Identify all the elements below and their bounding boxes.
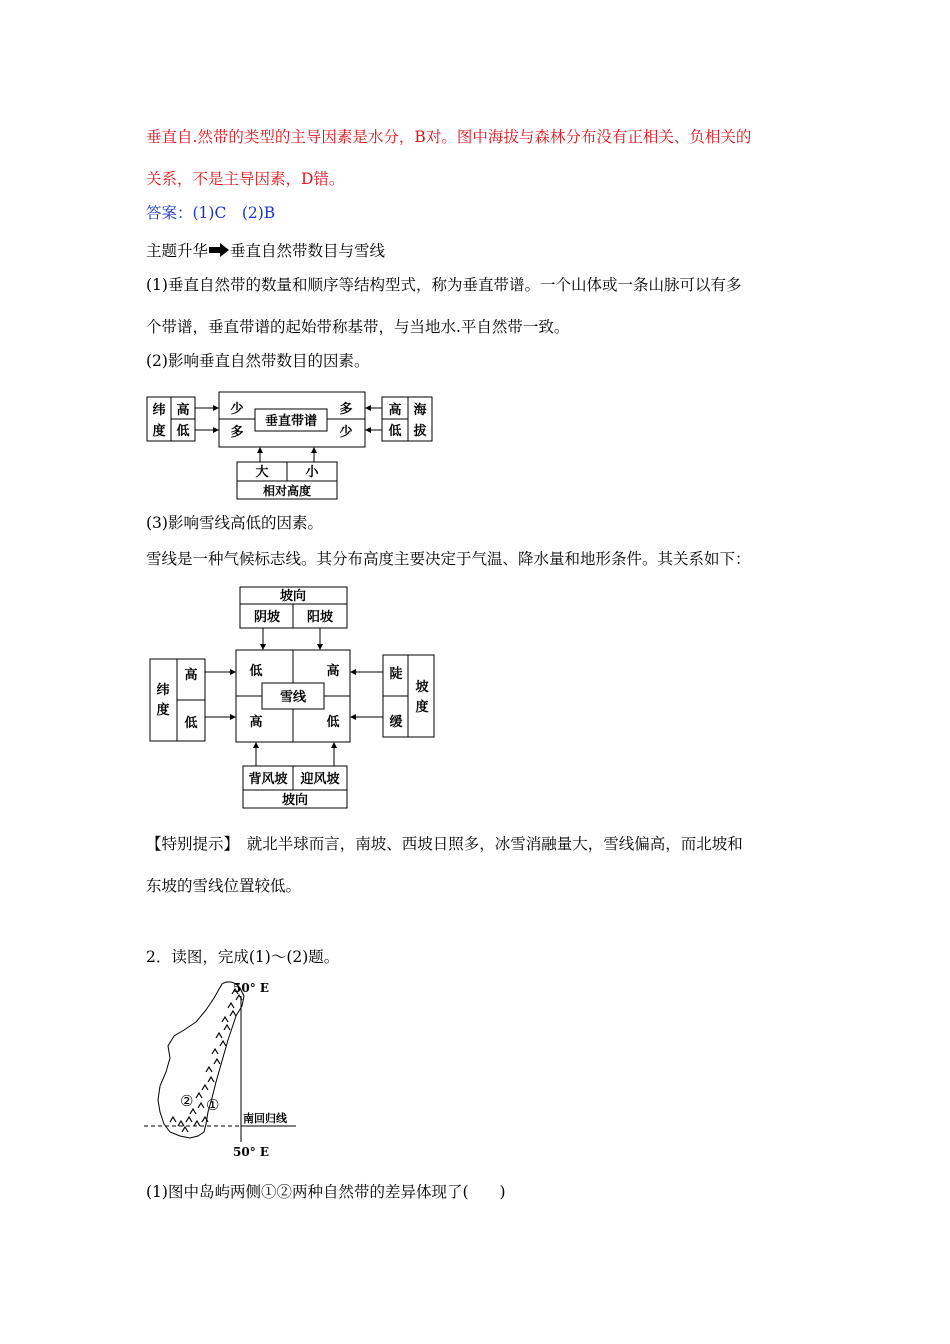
map-lon-bottom: 50° E [233, 1145, 270, 1159]
topic-prefix: 主题升华 [146, 242, 209, 260]
d1-center-top-right: 多 [339, 402, 353, 417]
d1-lat-label-2: 度 [152, 424, 166, 439]
paragraph-4: 雪线是一种气候标志线。其分布高度主要决定于气温、降水量和地形条件。其关系如下： [146, 550, 751, 568]
paragraph-1-line-2: 个带谱，垂直带谱的起始带称基带，与当地水.平自然带一致。 [146, 318, 570, 336]
d1-rel-large: 大 [255, 465, 269, 480]
paragraph-3: (3)影响雪线高低的因素。 [146, 514, 323, 532]
d1-center-bottom-right: 少 [339, 425, 353, 440]
question-2-part-1: (1)图中岛屿两侧①②两种自然带的差异体现了( ) [146, 1183, 506, 1201]
special-tip-line-1: 【特别提示】 就北半球而言，南坡、西坡日照多，冰雪消融量大，雪线偏高，而北坡和 [146, 835, 743, 853]
d2-shady-slope: 阴坡 [253, 610, 281, 625]
d1-center-bottom-left: 多 [230, 425, 244, 440]
vertical-zone-factors-diagram [146, 388, 438, 502]
d2-center-top-right: 高 [326, 664, 340, 679]
d2-windward: 迎风坡 [300, 772, 340, 787]
d1-alt-label-1: 海 [413, 403, 427, 418]
d1-rel-label: 相对高度 [262, 484, 312, 498]
d1-lat-label-1: 纬 [152, 403, 166, 418]
d2-center-top-left: 低 [249, 664, 263, 679]
map-tropic-label: 南回归线 [243, 1112, 287, 1125]
paragraph-1-line-1: (1)垂直自然带的数量和顺序等结构型式，称为垂直带谱。一个山体或一条山脉可以有多 [146, 276, 742, 294]
paragraph-2: (2)影响垂直自然带数目的因素。 [146, 352, 370, 370]
d1-alt-label-2: 拔 [413, 424, 427, 439]
d2-center-label: 雪线 [279, 690, 307, 705]
d2-top-aspect-title: 坡向 [279, 589, 307, 604]
d1-alt-low: 低 [388, 424, 402, 439]
d2-center-bottom-right: 低 [326, 715, 340, 730]
map-marker-2: ② [180, 1092, 194, 1110]
d2-center-bottom-left: 高 [249, 715, 263, 730]
d2-leeward: 背风坡 [248, 772, 288, 787]
snowline-factors-diagram [146, 584, 438, 812]
d1-alt-high: 高 [388, 403, 402, 418]
d1-lat-high: 高 [176, 403, 190, 418]
d1-lat-low: 低 [176, 424, 190, 439]
island-map [140, 976, 300, 1164]
d1-rel-small: 小 [305, 465, 319, 480]
map-marker-1: ① [206, 1096, 220, 1114]
d2-lat-label-2: 度 [156, 703, 170, 718]
d2-sunny-slope: 阳坡 [306, 610, 334, 625]
d2-lat-high: 高 [184, 668, 198, 683]
d2-bottom-aspect-title: 坡向 [281, 793, 309, 808]
map-lon-top: 50° E [233, 981, 270, 995]
topic-heading [146, 240, 385, 262]
question-2: 2．读图，完成(1)～(2)题。 [146, 948, 340, 966]
d2-lat-low: 低 [184, 716, 198, 731]
special-tip-line-2: 东坡的雪线位置较低。 [146, 877, 302, 895]
answer-line: 答案：(1)C (2)B [146, 204, 276, 222]
d2-gentle: 缓 [389, 715, 403, 730]
d1-center-top-left: 少 [230, 402, 244, 417]
d2-steep: 陡 [389, 667, 403, 682]
d2-lat-label-1: 纬 [156, 683, 170, 698]
answer-explanation-line-2: 关系，不是主导因素，D错。 [146, 170, 345, 188]
right-arrow-icon [208, 243, 230, 257]
d2-slope-label-1: 坡 [415, 680, 429, 695]
d2-slope-label-2: 度 [415, 700, 429, 715]
topic-title: 垂直自然带数目与雪线 [230, 242, 386, 260]
d1-center-label: 垂直带谱 [264, 414, 318, 429]
answer-explanation-line-1: 垂直自.然带的类型的主导因素是水分，B对。图中海拔与森林分布没有正相关、负相关的 [146, 128, 752, 146]
island-outline [158, 982, 244, 1138]
